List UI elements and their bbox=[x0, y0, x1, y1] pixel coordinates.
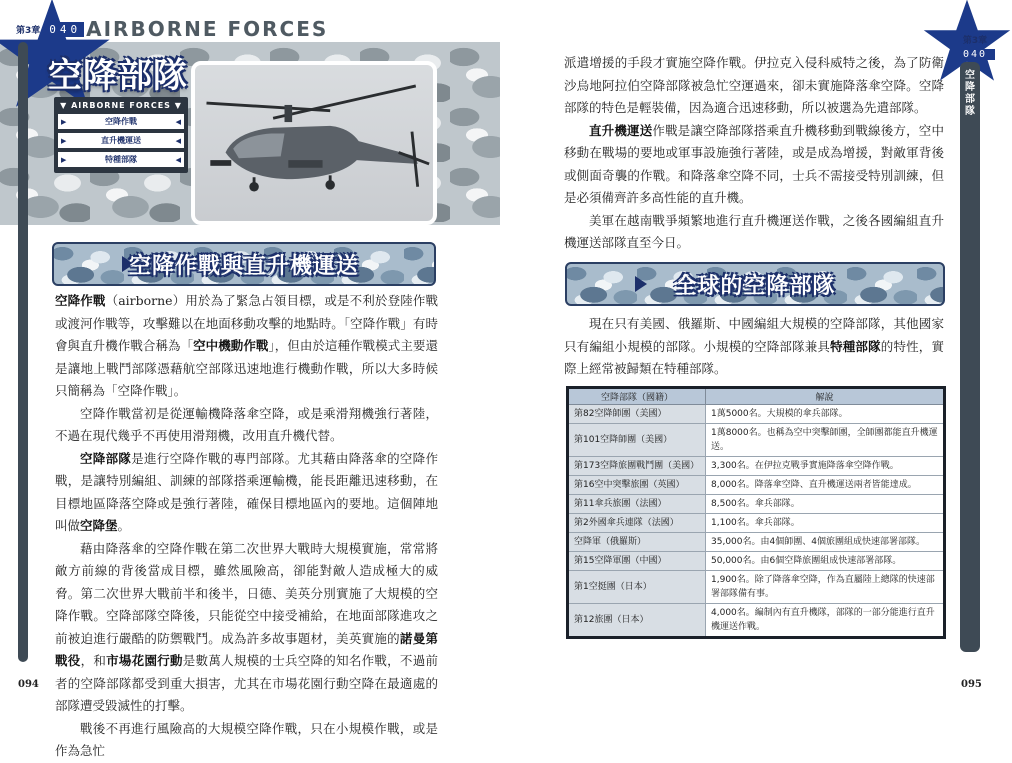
chapter-side-tab bbox=[960, 62, 980, 652]
topic-menu bbox=[54, 97, 188, 173]
paragraph bbox=[564, 210, 944, 255]
left-page bbox=[0, 0, 500, 758]
unit-name-cell: 第16空中突擊旅團（英國） bbox=[568, 476, 706, 495]
table-row bbox=[568, 552, 945, 571]
bold-term: 空降堡 bbox=[80, 518, 118, 533]
table-row bbox=[568, 476, 945, 495]
section-banner bbox=[52, 242, 436, 286]
unit-description-cell: 1萬8000名。也稱為空中突擊師團，全師團都能直升機運送。 bbox=[706, 424, 945, 457]
column-header: 解說 bbox=[706, 388, 945, 405]
unit-description-cell: 8,500名。傘兵部隊。 bbox=[706, 495, 945, 514]
unit-name-cell: 第82空降師團（美國） bbox=[568, 405, 706, 424]
section-title: 空降作戰與直升機運送 bbox=[128, 253, 359, 279]
table-row bbox=[568, 405, 945, 424]
table-row bbox=[568, 424, 945, 457]
text-run: 派遣增援的手段才實施空降作戰。伊拉克入侵科威特之後，為了防衛沙烏地阿拉伯空降部隊被急忙空運過來，卻未實施降落傘空降。空降部隊的特色是輕裝備，因為適合迅速移動，所以被選為先遣部隊。 bbox=[564, 55, 944, 115]
topic-menu-header: ▼ AIRBORNE FORCES ▼ bbox=[60, 101, 182, 110]
table-row bbox=[568, 533, 945, 552]
topic-menu-item: ▶ 特種部隊 ◀ bbox=[58, 152, 184, 167]
text-run: 是數萬人規模的士兵空降的知名作戰，不過前者的空降部隊都受到重大損害，尤其在市場花園行動空降在最適處的部隊遭受毀滅性的打擊。 bbox=[55, 653, 438, 713]
page-number: 095 bbox=[961, 679, 982, 690]
arrow-right-icon: ▶ bbox=[61, 155, 67, 164]
text-run: （airborne）用於為了緊急占領目標，或是不利於登陸作戰或渡河作戰等，攻擊難以在地面移動攻擊的地點時。「空降作戰」有時會與直升機作戰合稱為「 bbox=[55, 293, 438, 353]
text-run: 美軍在越南戰爭頻繁地進行直升機運送作戰，之後各國編組直升機運送部隊直至今日。 bbox=[564, 212, 944, 250]
paragraph bbox=[55, 538, 438, 718]
series-title: AIRBORNE FORCES bbox=[86, 17, 329, 41]
arrow-left-icon: ◀ bbox=[175, 117, 181, 126]
page-title: 空降部隊 bbox=[48, 56, 188, 96]
unit-description-cell: 1萬5000名。大規模的傘兵部隊。 bbox=[706, 405, 945, 424]
body-text bbox=[564, 313, 944, 381]
page-code: 040 bbox=[955, 49, 995, 60]
table-row bbox=[568, 571, 945, 604]
helicopter-photo bbox=[191, 61, 437, 225]
bold-term: 市場花園行動 bbox=[106, 653, 183, 668]
page-spine-bar bbox=[18, 42, 28, 662]
text-run: 作戰是讓空降部隊搭乘直升機移動到戰線後方，空中移動在戰場的要地或軍事設施強行著陸，或是成為增援，對敵軍背後或側面奇襲的作戰。和降落傘空降不同，士兵不需接受特別訓練，但是必須備齊許多高性能的直升機。 bbox=[564, 122, 944, 205]
bold-term: 諾曼第戰役 bbox=[55, 630, 438, 668]
topic-menu-item: ▶ 空降作戰 ◀ bbox=[58, 114, 184, 129]
body-text bbox=[55, 290, 438, 763]
bold-term: 特種部隊 bbox=[830, 338, 881, 354]
paragraph bbox=[55, 718, 438, 763]
triangle-bullet-icon bbox=[635, 276, 647, 292]
unit-name-cell: 第11傘兵旅團（法國） bbox=[568, 495, 706, 514]
page-code: 040 bbox=[46, 22, 84, 37]
side-tab-label: 空降部隊 bbox=[965, 70, 975, 117]
text-run: 。 bbox=[117, 518, 131, 533]
unit-name-cell: 第15空降軍團（中國） bbox=[568, 552, 706, 571]
bold-term: 空降部隊 bbox=[80, 450, 132, 466]
chapter-tag: 第3章 bbox=[16, 25, 41, 36]
arrow-right-icon: ▶ bbox=[61, 117, 67, 126]
unit-description-cell: 8,000名。降落傘空降、直升機運送兩者皆能達成。 bbox=[706, 476, 945, 495]
bold-term: 空降作戰 bbox=[55, 293, 106, 308]
table-row bbox=[568, 604, 945, 638]
unit-name-cell: 第101空降師團（美國） bbox=[568, 424, 706, 457]
unit-name-cell: 第12旅團（日本） bbox=[568, 604, 706, 638]
text-run: 空降作戰當初是從運輸機降落傘空降，或是乘滑翔機強行著陸，不過在現代幾乎不再使用滑翔機，改用直升機代替。 bbox=[55, 405, 438, 443]
paragraph bbox=[564, 120, 944, 210]
unit-name-cell: 第2外國傘兵連隊（法國） bbox=[568, 514, 706, 533]
airborne-units-table bbox=[566, 386, 946, 639]
section-banner bbox=[565, 262, 945, 306]
text-run: 是進行空降作戰的專門部隊。尤其藉由降落傘的空降作戰，是讓特別編組、訓練的部隊搭乘運輸機，能長距離迅速移動，在目標地區降落空降或是強行著陸，確保目標地區內的要地。這個陣地叫做 bbox=[55, 450, 438, 533]
topic-menu-item: ▶ 直升機運送 ◀ bbox=[58, 133, 184, 148]
unit-description-cell: 4,000名。編制內有直升機隊，部隊的一部分能進行直升機運送作戰。 bbox=[706, 604, 945, 638]
unit-name-cell: 第1空挺團（日本） bbox=[568, 571, 706, 604]
text-run: 現在只有美國、俄羅斯、中國編組大規模的空降部隊，其他國家只有編組小規模的部隊。小規模的空降部隊兼具 bbox=[564, 316, 944, 354]
unit-description-cell: 1,100名。傘兵部隊。 bbox=[706, 514, 945, 533]
arrow-left-icon: ◀ bbox=[175, 136, 181, 145]
text-run: ，和 bbox=[80, 653, 107, 668]
unit-name-cell: 空降軍（俄羅斯） bbox=[568, 533, 706, 552]
text-run: 的特性，實際上經常被歸類在特種部隊。 bbox=[564, 338, 944, 376]
running-header bbox=[955, 28, 995, 60]
triangle-icon: ▼ bbox=[170, 101, 182, 110]
text-run: 」，但由於這種作戰模式主要還是讓地上戰鬥部隊憑藉航空部隊迅速地進行機動作戰，所以大多時候只簡稱為「空降作戰」。 bbox=[55, 338, 438, 398]
unit-description-cell: 3,300名。在伊拉克戰爭實施降落傘空降作戰。 bbox=[706, 457, 945, 476]
table-row bbox=[568, 495, 945, 514]
text-run: 戰後不再進行風險高的大規模空降作戰，只在小規模作戰，或是作為急忙 bbox=[55, 720, 438, 758]
section-title: 全球的空降部隊 bbox=[674, 273, 836, 299]
text-run: 藉由降落傘的空降作戰在第二次世界大戰時大規模實施，常常將敵方前線的背後當成目標，雖然風險高，卻能對敵人造成極大的威脅。第二次世界大戰前半和後半，日德、美英分別實施了大規模的空降作戰。空降部隊空降後，只能從空中接受補給，在地面部隊進攻之前被迫進行嚴酷的防禦戰鬥。成為許多故事題材，美英實施的 bbox=[55, 540, 438, 646]
column-header: 空降部隊（國籍） bbox=[568, 388, 706, 405]
body-text bbox=[564, 52, 944, 255]
helicopter-illustration bbox=[195, 65, 433, 221]
arrow-left-icon: ◀ bbox=[175, 155, 181, 164]
table-row bbox=[568, 457, 945, 476]
chapter-tag: 第3章 bbox=[962, 36, 988, 46]
paragraph bbox=[564, 52, 944, 120]
unit-description-cell: 1,900名。除了降落傘空降，作為直屬陸上總隊的快速部署部隊備有事。 bbox=[706, 571, 945, 604]
bold-term: 直升機運送 bbox=[589, 122, 653, 138]
paragraph bbox=[55, 448, 438, 538]
triangle-icon: ▼ bbox=[60, 101, 72, 110]
table-row bbox=[568, 514, 945, 533]
running-header bbox=[16, 18, 328, 40]
paragraph bbox=[564, 313, 944, 381]
paragraph bbox=[55, 290, 438, 403]
unit-description-cell: 35,000名。由4個師團、4個旅團組成快速部署部隊。 bbox=[706, 533, 945, 552]
unit-name-cell: 第173空降旅團戰鬥團（美國） bbox=[568, 457, 706, 476]
paragraph bbox=[55, 403, 438, 448]
arrow-right-icon: ▶ bbox=[61, 136, 67, 145]
bold-term: 空中機動作戰 bbox=[193, 338, 269, 353]
table-header-row bbox=[568, 388, 945, 405]
unit-description-cell: 50,000名。由6個空降旅團組成快速部署部隊。 bbox=[706, 552, 945, 571]
page-number: 094 bbox=[18, 679, 39, 690]
